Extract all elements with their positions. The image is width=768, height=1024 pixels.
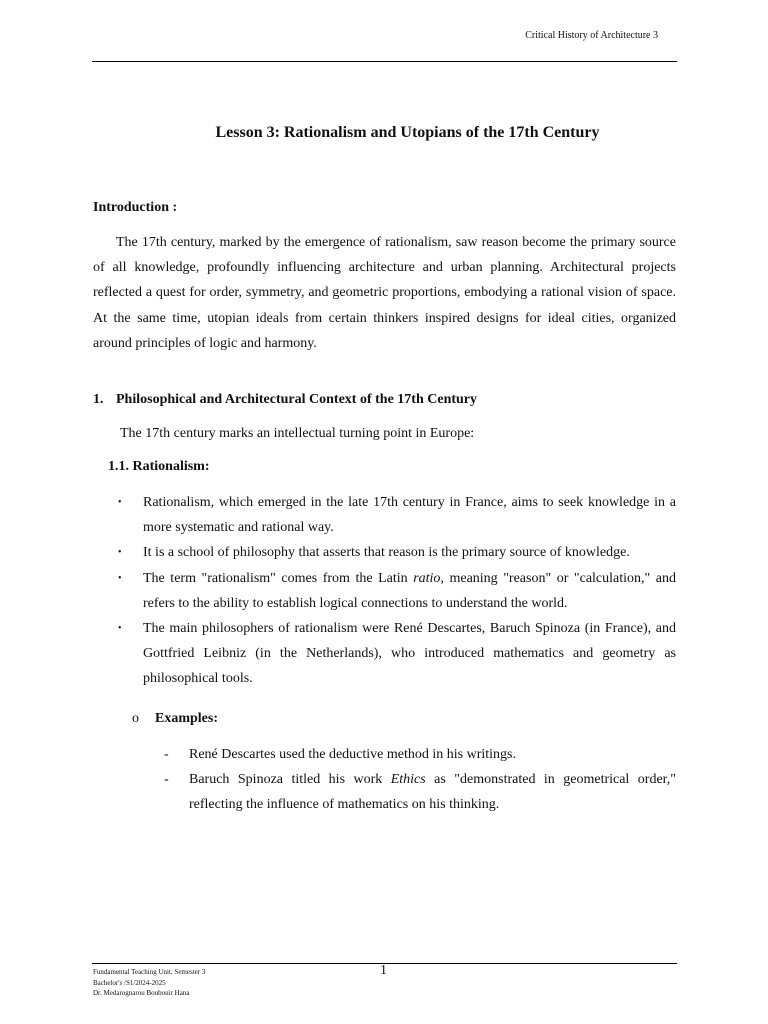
introduction-text: The 17th century, marked by the emergence of rationalism, saw reason become the primary source of all knowledge, profoundly influencing architecture and urban planning. Architectural projects reflected a quest for order, symmetry, and geometric proportions, embodying a rational vision of space. At the same time, utopian ideals from certain thinkers inspired designs for ideal cities, organized around principles of logic and harmony.: [93, 235, 676, 351]
bullet-marker: •: [118, 497, 122, 508]
running-header: Critical History of Architecture 3: [525, 30, 658, 41]
section-1-heading: [93, 392, 477, 408]
footer-author: Dr. Medarognarou Boubouir Hana: [93, 989, 190, 997]
bullet-text-before: The term "rationalism" comes from the Latin: [143, 570, 414, 586]
rationalism-bullet-list: [116, 490, 676, 692]
footer-program: Bachelor's /S1/2024-2025: [93, 978, 166, 987]
bullet-text-after: , meaning "reason" or "calculation," and refers to the ability to establish logical connections to understand the world.: [143, 570, 676, 611]
list-item: [164, 767, 676, 817]
introduction-paragraph: [93, 230, 676, 356]
list-item: [164, 742, 676, 767]
header-rule: [92, 61, 677, 62]
examples-label: Examples:: [155, 711, 218, 726]
section-1-lead: The 17th century marks an intellectual turning point in Europe:: [120, 426, 475, 441]
examples-heading: [132, 711, 218, 727]
introduction-heading: Introduction :: [93, 200, 178, 215]
bullet-marker: •: [118, 572, 122, 584]
bullet-marker: •: [118, 623, 122, 635]
bullet-italic-term: ratio: [413, 570, 441, 586]
bullet-marker: •: [118, 547, 122, 559]
example-text-after: as "demonstrated in geometrical order," reflecting the influence of mathematics on his thinking.: [189, 772, 676, 813]
section-1-title: Philosophical and Architectural Context of the 17th Century: [116, 392, 478, 407]
bullet-text: It is a school of philosophy that asserts that reason is the primary source of knowledge.: [143, 545, 630, 561]
footer-info: [93, 967, 205, 999]
list-item: [116, 566, 676, 616]
list-item: [116, 490, 676, 540]
bullet-text: The main philosophers of rationalism were René Descartes, Baruch Spinoza (in France), and Gottfried Leibniz (in the Netherlands), who introduced mathematics and geometry as philosophical tools.: [143, 621, 676, 687]
list-item: [116, 540, 676, 565]
examples-list: [164, 742, 676, 818]
page-number: 1: [380, 963, 387, 978]
section-1-number: 1.: [93, 392, 104, 407]
dash-marker: -: [164, 772, 169, 788]
examples-marker: o: [132, 711, 139, 726]
list-item: [116, 616, 676, 692]
dash-marker: -: [164, 747, 169, 762]
lesson-title: Lesson 3: Rationalism and Utopians of the 17th Century: [215, 124, 600, 141]
bullet-text: Rationalism, which emerged in the late 17th century in France, aims to seek knowledge in a more systematic and rational way.: [143, 495, 676, 536]
example-text: René Descartes used the deductive method in his writings.: [189, 747, 516, 762]
example-italic-title: Ethics: [390, 772, 426, 788]
example-text-before: Baruch Spinoza titled his work: [189, 772, 391, 788]
footer-unit: Fundamental Teaching Unit, Semester 3: [93, 968, 206, 976]
subsection-1-1-heading: 1.1. Rationalism:: [108, 459, 210, 474]
